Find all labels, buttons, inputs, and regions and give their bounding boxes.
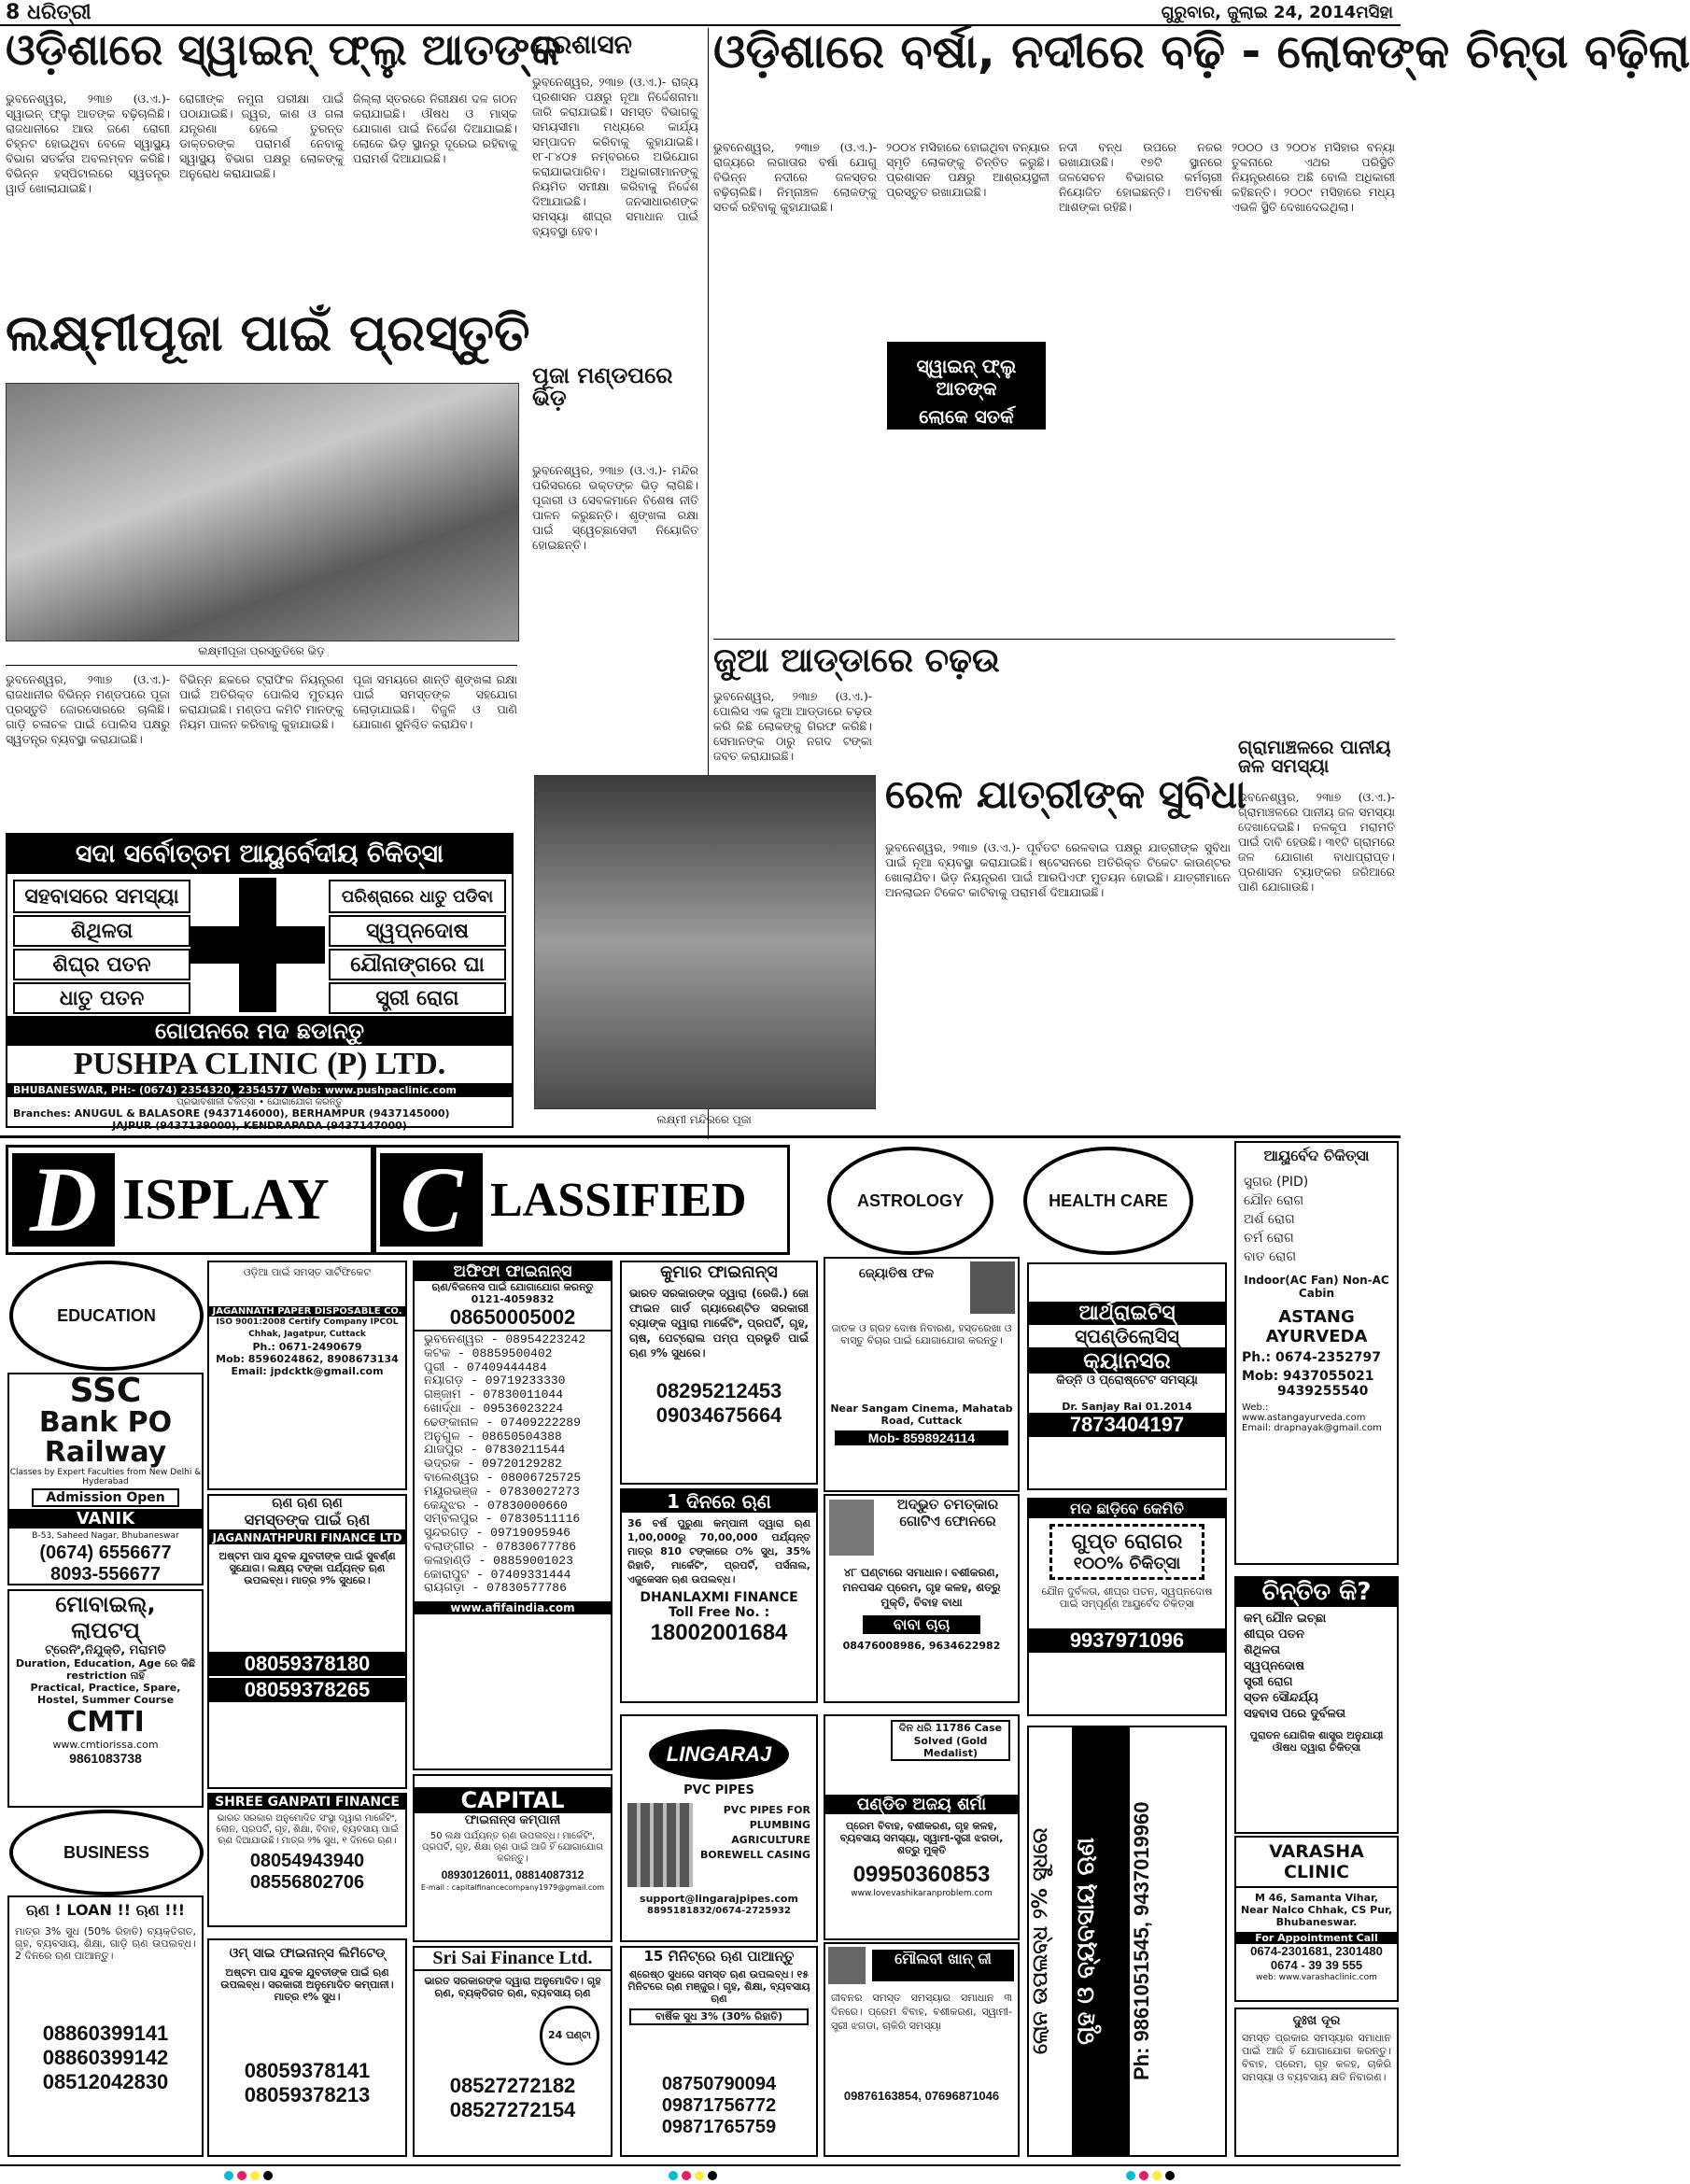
banner-c: C [380,1153,483,1247]
ssc-line-1: SSC [69,1372,142,1410]
varasha-phone: 0674-2301681, 2301480 [1250,1944,1383,1958]
ajay-badge: ଦିନ ଧରି 11786 Case Solved (Gold Medalist) [891,1720,1010,1761]
clinic-right-2: ସ୍ୱପ୍ନଦୋଷ [329,915,506,947]
kumar-phone-2: 09034675664 [655,1403,782,1427]
banner-display [6,1145,373,1255]
shree-title: SHREE GANPATI FINANCE [209,1795,405,1810]
yellow-mark-icon [695,2171,704,2180]
loan-phone-3: 08512042830 [42,2070,169,2093]
article4-col-1 [713,140,877,635]
chintita-title: ଚିନ୍ତିତ କି? [1236,1578,1397,1607]
banner-d: D [12,1153,115,1247]
cancer-title-2: ସ୍ପଣ୍ଡିଲୋସିସ୍ [1075,1325,1179,1347]
article1-headline: ଓଡ଼ିଶାରେ ସ୍ୱାଇନ୍ ଫ୍ଲୁ ଆତଙ୍କ [6,24,562,75]
afifa-finance-ad [413,1261,613,1770]
cyan-mark-icon [224,2171,233,2180]
temple-photo [534,775,876,1109]
srisai-phone-1: 08527272182 [449,2074,576,2097]
lingaraj-phone: 8895181832/0674-2725932 [647,1906,791,1916]
yellow-mark-icon [1152,2171,1162,2180]
clinic-note: ପ୍ରଭାବଶାଳୀ ଚିକିତ୍ସା • ଯୋଗାଯୋଗ କରନ୍ତୁ [176,1097,343,1107]
chintita-list [1236,1607,1397,1726]
jfl-title-2: ସମସ୍ତଙ୍କ ପାଇଁ ଋଣ [209,1511,405,1531]
mobile-title-1: ମୋବାଇଲ୍, [55,1591,156,1617]
om-sai-finance-ad [207,1938,407,2157]
article6-subheadline: ଗ୍ରାମାଞ୍ଚଳରେ ପାନୀୟ ଜଳ ସମସ୍ୟା [1238,736,1391,777]
vertical-line-2: ଗୃହ ଓ ବ୍ୟବସାୟ ଋଣ [1072,1727,1130,2155]
gupta-title-1: ମଦ ଛାଡ଼ିବେ କେମିତି [1029,1500,1225,1518]
afifa-footer: www.afifaindia.com [415,1601,611,1614]
cmti-web: www.cmtiorissa.com [52,1739,159,1751]
list-item: ଶିଥିଳତା [1244,1643,1281,1657]
clinic-contact: BHUBANESWAR, PH:- (0674) 2354320, 2354577 Web: www.pushpaclinic.com [7,1083,512,1097]
ssc-address: B-53, Saheed Nagar, Bhubaneswar [32,1531,179,1541]
cancer-title-3: କ୍ୟାନସର [1029,1347,1225,1374]
ajay-web: www.lovevashikaranproblem.com [851,1889,993,1898]
list-item: କେନ୍ଦୁଝର - 07830000660 [424,1498,568,1513]
phone-title: ଅଦ୍ଭୁତ ଚମତ୍କାର [896,1496,999,1513]
article3-subbody: ଭୁବନେଶ୍ୱର, ୨୩ା୭ (ଓ.ଏ.)- ମନ୍ଦିର ପରିସରରେ ଭକ୍ତଙ୍କ ଭିଡ଼ ଲାଗିଛି। ପୂଜାରୀ ଓ ସେବକମାନେ ବିଶେଷ ନୀତି ପାଳନ କରୁଛନ୍ତି। ଶୃଙ୍ଖଳା ରକ୍ଷା ପାଇଁ ସ୍ୱେଚ୍ଛାସେବୀ ନିୟୋଜିତ ହୋଇଛନ୍ତି। [532,463,698,552]
astang-phone-number: 0674-2352797 [1275,1350,1381,1365]
article2-caption: ଲକ୍ଷ୍ମୀପୂଜା ପ୍ରସ୍ତୁତିରେ ଭିଡ଼ [198,644,325,657]
clinic-left-1: ସହବାସରେ ସମସ୍ୟା [13,880,190,913]
clinic-branches-2: JAJPUR (9437139000), KENDRAPADA (9437147000) [112,1120,407,1132]
list-item: ଭଦ୍ରକ - 09720129282 [424,1457,562,1472]
astro-title: ଜ୍ୟୋତିଷ ଫଳ [858,1266,935,1281]
clinic-left-3: ଶିଘ୍ର ପତନ [13,949,190,980]
phone-body: ୪୮ ଘଣ୍ଟାରେ ସମାଧାନ। ବଶୀକରଣ, ମନପସନ୍ଦ ପ୍ରେମ, ଗୃହ କଳହ, ଶତ୍ରୁ ମୁକ୍ତି, ବିବାହ ବାଧା [842,1566,1001,1609]
clinic-right-3: ଯୌନାଙ୍ଗରେ ଘା [329,949,506,980]
banner-classified-text: LASSIFIED [490,1173,747,1227]
dhan-toll-label: Toll Free No. : [668,1605,770,1620]
cancer-ad [1027,1262,1227,1490]
mobile-training-ad [7,1589,204,1808]
clinic-left-4: ଧାତୁ ପତନ [13,982,190,1014]
varasha-name: VARASHA CLINIC [1236,1838,1397,1888]
black-mark-icon [263,2171,273,2180]
lingaraj-sub: PVC PIPES [683,1783,754,1797]
ssc-line-2: Bank PO [38,1406,173,1439]
dhan-toll-number: 18002001684 [650,1620,788,1645]
list-item: ଯାଜପୁର - 07830211544 [424,1443,566,1458]
article2-headline: ଲକ୍ଷ୍ମୀପୂଜା ପାଇଁ ପ୍ରସ୍ତୁତି [6,303,530,362]
jagannath-paper-ad [207,1261,407,1490]
cmti-brand: CMTI [66,1706,145,1739]
pipes-icon [627,1803,693,1887]
cross-icon [190,878,325,1012]
article3-subhead: ପୂଜା ମଣ୍ଡପରେ ଭିଡ଼ [532,362,673,411]
maulvi-phone-3: 09871765759 [661,2117,777,2137]
capital-title: CAPITAL [415,1787,611,1813]
banner-classified [373,1145,790,1255]
traffic-photo [6,383,519,641]
highlight-box-sub: ଲୋକେ ସତର୍କ [919,405,1014,428]
health-care-badge: HEALTH CARE [1023,1147,1193,1255]
phone-title-2: ଗୋଟିଏ ଫୋନରେ [899,1513,996,1529]
divider [6,665,517,666]
shree-phone-2: 08556802706 [249,1872,365,1893]
article4-headline: ଓଡ଼ିଶାରେ ବର୍ଷା, ନଦୀରେ ବଢ଼ି - ଲୋକଙ୍କ ଚିନ୍ତା ବଢ଼ିଲା [713,24,1690,78]
list-item: ପୁରୀ - 07409444484 [424,1360,547,1374]
ssc-admission: Admission Open [32,1488,179,1507]
jp-iso: ISO 9001:2008 Certify Company IPCOL Chhak, Jagatpur, Cuttack [216,1317,399,1339]
list-item: ସୁନ୍ଦରଗଡ଼ - 09719095946 [424,1526,570,1541]
clinic-branches: Branches: ANUGUL & BALASORE (9437146000), BERHAMPUR (9437145000) [13,1107,450,1120]
last-title: ଦୁଃଖ ଦୂର [1292,2013,1341,2028]
ssc-phone-2: 8093-556677 [50,1564,161,1585]
astang-indoor: Indoor(AC Fan) Non-AC Cabin [1244,1274,1389,1300]
article3-headline: ପ୍ରଶାସନ [532,29,632,60]
astrologer-photo [970,1261,1015,1314]
dhan-body: 36 ବର୍ଷ ପୁରୁଣା କମ୍ପାନୀ ଦ୍ୱାରା ଋଣ 1,00,000ରୁ 70,00,000 ପର୍ଯ୍ୟନ୍ତ ମାତ୍ର 810 ଟଙ୍କାରେ ୦% ସୁଧ, 35% ରିହାତି, ମାର୍କେଟିଂ, ପ୍ରପର୍ଟି, ପର୍ସନାଲ, ଏଜୁକେସନ ଋଣ ଉପଲବ୍ଧ। [627,1517,810,1585]
jfl-phone-1: 08059378180 [209,1652,405,1676]
lingaraj-pipes-ad [620,1714,818,1942]
maulvi-rate: ବାର୍ଷିକ ସୁଧ 3% (30% ରିହାତି) [629,2008,809,2025]
varasha-clinic-bottom [1234,1836,1399,2002]
om-phone-2: 08059378213 [244,2083,371,2107]
astang-item: ବାତ ରୋଗ [1244,1249,1297,1264]
highlight-box-title: ସ୍ୱାଇନ୍ ଫ୍ଲୁ ଆତଙ୍କ [916,355,1017,400]
article5-body: ଭୁବନେଶ୍ୱର, ୨୩ା୭ (ଓ.ଏ.)- ପୋଲିସ ଏକ ଜୁଆ ଆଡ୍ଡାରେ ଚଢ଼ଉ କରି କିଛି ଲୋକଙ୍କୁ ଗିରଫ କରିଛି। ସେମାନଙ୍କ ଠାରୁ ନଗଦ ଟଙ୍କା ଜବତ କରାଯାଇଛି। [713,689,872,763]
article6-body: ଭୁବନେଶ୍ୱର, ୨୩ା୭ (ଓ.ଏ.)- ପୂର୍ବତଟ ରେଳବାଇ ପକ୍ଷରୁ ଯାତ୍ରୀଙ୍କ ସୁବିଧା ପାଇଁ ନୂଆ ବ୍ୟବସ୍ଥା କରାଯାଇଛି। ଷ୍ଟେସନରେ ଅତିରିକ୍ତ ଟିକେଟ କାଉଣ୍ଟର ଖୋଲାଯିବ। ଭିଡ଼ ନିୟନ୍ତ୍ରଣ ପାଇଁ ଆରପିଏଫ ମୁତୟନ ହୋଇଛି। ଯାତ୍ରୀମାନେ ଅନଲାଇନ ଟିକେଟ କାଟିବାକୁ ପରାମର୍ଶ ଦିଆଯାଇଛି। [885,840,1231,899]
jfl-title: ଋଣ ଋଣ ଋଣ [272,1496,343,1511]
vertical-loan-ad [1027,1726,1227,2157]
shree-body: ଭାରତ ସରକାର ଅନୁମୋଦିତ ସଂସ୍ଥା ଦ୍ୱାରା ମାର୍କେଟିଂ, ଲୋନ, ପ୍ରପର୍ଟି, ଗୃହ, ଶିକ୍ଷା, ବିବାହ, ବ୍ୟବସାୟ ପାଇଁ ଋଣ ଦିଆଯାଉଛି। ମାତ୍ର ୨% ସୁଧ, ୧ ଦିନରେ ଋଣ। [216,1813,399,1846]
baba-photo [829,1500,874,1556]
phone-name: ବାବା ଚାଚା [863,1615,980,1634]
capital-phone: 08930126011, 08814087312 [441,1868,584,1881]
ssc-sub: Classes by Expert Faculties from New Delhi & Hyderabad [9,1468,202,1487]
astang-title: ଆୟୁର୍ବେଦ ଚିକିତ୍ସା [1263,1147,1370,1164]
astrology-badge: ASTROLOGY [827,1147,993,1255]
list-item: ଢେଙ୍କାନାଳ - 07409222289 [424,1415,581,1430]
shree-ganpati-ad [207,1793,407,1927]
black-mark-icon [708,2171,717,2180]
vanik-brand: VANIK [9,1509,202,1529]
list-item: ସ୍ତ୍ରୀ ରୋଗ [1244,1675,1293,1689]
capital-subtitle: ଫାଇନାନ୍ସ କମ୍ପାନୀ [464,1813,561,1827]
sri-sai-finance-ad [413,1946,613,2157]
phone-number: 08476008986, 9634622982 [842,1640,1001,1652]
jfl-body: ଅଷ୍ଟମ ପାସ ଯୁବକ ଯୁବତୀଙ୍କ ପାଇଁ ସୁବର୍ଣ୍ଣ ସୁଯୋଗ। ଲକ୍ଷ୍ୟ ଟଙ୍କା ପର୍ଯ୍ୟନ୍ତ ଋଣ ଉପଲବ୍ଧ। ମାତ୍ର ୨% ସୁଧରେ। [218,1550,396,1586]
ssc-line-3: Railway [44,1436,167,1469]
astang-mobile-1: 9437055021 [1283,1369,1374,1384]
article4-col-2: ୨୦୦୪ ମସିହାରେ ହୋଇଥିବା ବନ୍ୟାର ସ୍ମୃତି ଲୋକଙ୍କୁ ଚିନ୍ତିତ କରୁଛି। ପ୍ରଶାସନ ପକ୍ଷରୁ ଆଶ୍ରୟସ୍ଥଳୀ ପ୍ରସ୍ତୁତ ରଖାଯାଇଛି। [886,140,1049,199]
afifa-subtitle: ଋଣ/ବିଜନେସ ପାଇଁ ଯୋଗାଯୋଗ କରନ୍ତୁ 0121-4059832 [431,1281,594,1305]
phone-top [825,1496,1018,1559]
varasha-clinic-top [1234,1576,1399,1834]
education-badge: EDUCATION [9,1261,204,1371]
mobile-sub-2: Practical, Practice, Spare, Hostel, Summer Course [30,1682,181,1706]
mobile-sub: Duration, Education, Age ରେ କିଛି restriction ନାହିଁ [15,1657,196,1682]
cancer-title-4: କିଡ୍ନି ଓ ପ୍ରୋଷ୍ଟେଟ ସମସ୍ୟା [1056,1374,1198,1388]
article4-col-3: ନଦୀ ବନ୍ଧ ଉପରେ ନଜର ରଖାଯାଉଛି। ୧୭ଟି ସ୍ଥାନରେ ଜଳସେଚନ ବିଭାଗର କର୍ମଚାରୀ ନିୟୋଜିତ ହୋଇଛନ୍ତି। ଅତିବର୍ଷା ଆଶଙ୍କା ରହିଛି। [1059,140,1222,214]
list-item: ବାଲେଶ୍ୱର - 08006725725 [424,1470,582,1485]
list-item: ଭୁବନେଶ୍ୱର - 08954223242 [424,1332,586,1346]
cancer-title-1: ଆର୍ଥ୍ରାଇଟିସ୍ [1029,1302,1225,1325]
business-badge: BUSINESS [9,1810,204,1895]
astrology-ad [824,1257,1020,1492]
ssc-coaching-ad [7,1373,204,1585]
jp-intro: ଓଡ଼ିଆ ପାଇଁ ସମସ୍ତ ସାର୍ଟିଫିକେଟ [243,1266,372,1278]
magenta-mark-icon [237,2171,246,2180]
gupta-body: ଯୌନ ଦୁର୍ବଳତା, ଶୀଘ୍ର ପତନ, ସ୍ୱପ୍ନଦୋଷ ପାଇଁ ସମ୍ପୂର୍ଣ୍ଣ ଆୟୁର୍ବେଦ ଚିକିତ୍ସା [1041,1585,1213,1610]
astang-item-list [1236,1169,1397,1270]
maulvi2-title: ମୌଲବୀ ଖାନ୍ ଜୀ [872,1950,1014,1981]
ajay-phone: 09950360853 [852,1862,991,1887]
banner-display-text: ISPLAY [122,1167,330,1232]
list-item: ନୟାଗଡ଼ - 09719233330 [424,1374,566,1388]
clinic-title: ସଦା ସର୍ବୋତ୍ତମ ଆୟୁର୍ବେଦୀୟ ଚିକିତ୍ସା [7,835,512,874]
maulvi-title: 15 ମିନିଟ୍‌ରେ ଋଣ ପାଆନ୍ତୁ [643,1948,795,1965]
article2-body [6,672,517,827]
article5-caption: ଲକ୍ଷ୍ମୀ ମନ୍ଦିରରେ ପୂଜା [656,1113,752,1126]
clinic-right-4: ସ୍ତ୍ରୀ ରୋଗ [329,982,506,1014]
clinic-tagline: ଗୋପନରେ ମଦ ଛଡାନ୍ତୁ [7,1016,512,1046]
lingaraj-logo: LINGARAJ [649,1729,789,1780]
vertical-phone: Ph: 9861051545, 9437019960 [1130,1801,1153,2081]
article2-col-2: ବିଭିନ୍ନ ଛକରେ ଟ୍ରାଫିକ ନିୟନ୍ତ୍ରଣ ପାଇଁ ଅତିରିକ୍ତ ପୋଲିସ ମୁତୟନ କରାଯାଇଛି। ମଣ୍ଡପ କମିଟି ମାନଙ୍କୁ ନିୟମ ପାଳନ କରିବାକୁ କୁହାଯାଇଛି। [179,672,344,731]
article3-body: ଭୁବନେଶ୍ୱର, ୨୩ା୭ (ଓ.ଏ.)- ରାଜ୍ୟ ପ୍ରଶାସନ ପକ୍ଷରୁ ନୂଆ ନିର୍ଦ୍ଦେଶନାମା ଜାରି କରାଯାଇଛି। ସମସ୍ତ ବିଭାଗକୁ ସମୟସୀମା ମଧ୍ୟରେ କାର୍ଯ୍ୟ ସମ୍ପାଦନ କରିବାକୁ କୁହାଯାଇଛି। ୧୮-୮୪୦୫ ନମ୍ବରରେ ଅଭିଯୋଗ କରାଯାଇପାରିବ। ଅଧିକାରୀମାନଙ୍କୁ ନିୟମିତ ସମୀକ୍ଷା କରିବାକୁ ନିର୍ଦ୍ଦେଶ ଦିଆଯାଇଛି। ଜନସାଧାରଣଙ୍କ ସମସ୍ୟା ଶୀଘ୍ର ସମାଧାନ ପାଇଁ ବ୍ୟବସ୍ଥା ହେବ। [532,75,698,238]
page-header [0,0,1401,26]
article4-body [713,140,1395,635]
list-item: ଗଞ୍ଜାମ - 07830011044 [424,1388,564,1402]
om-body: ଅଷ୍ଟମ ପାସ ଯୁବକ ଯୁବତୀଙ୍କ ପାଇଁ ଋଣ ଉପଲବ୍ଧ। ସରକାରୀ ଅନୁମୋଦିତ କମ୍ପାନୀ। ମାତ୍ର ୧% ସୁଧ। [220,1966,394,2003]
astang-mobile-label: Mob: [1242,1369,1279,1384]
loan-phone-2: 08860399142 [42,2046,169,2069]
varasha-helpline: 0674 - 39 39 555 [1270,1958,1363,1972]
article1-col-3: ଜିଲ୍ଲା ସ୍ତରରେ ନିରୀକ୍ଷଣ ଦଳ ଗଠନ କରାଯାଇଛି। ଔଷଧ ଓ ମାସ୍କ ଯୋଗାଣ ପାଇଁ ନିର୍ଦ୍ଦେଶ ଦିଆଯାଇଛି। ଲୋକେ ଭିଡ଼ ସ୍ଥାନରୁ ଦୂରେଇ ରହିବାକୁ ପରାମର୍ଶ ଦିଆଯାଇଛି। [353,92,517,165]
jp-phone: Ph.: 0671-2490679 [252,1341,362,1353]
afifa-title: ଅଫିଫା ଫାଇନାନ୍ସ [415,1262,611,1281]
page-label: 8 ଧରିତ୍ରୀ [6,1,92,24]
jfl-name: JAGANNATHPURI FINANCE LTD [209,1531,405,1544]
vertical-line-1: ଲୋନ ଉପଲବ୍ଧ ୨% ସୁଧରେ [1029,1827,1052,2055]
maulvi-phone-2: 09871756772 [661,2095,777,2116]
list-item: ସମ୍ବଲପୁର - 07830511116 [424,1512,581,1527]
article4-highlight-box [887,342,1046,430]
list-item: ସ୍ତନ ସୌନ୍ଦର୍ଯ୍ୟ [1244,1691,1318,1705]
issue-date: ଗୁରୁବାର, ଜୁଲାଇ 24, 2014ମସିହା [1161,3,1393,22]
astang-mobile [1236,1369,1397,1384]
clinic-left-2: ଶିଥିଳତା [13,915,190,947]
list-item: କଳାହାଣ୍ଡି - 08859001023 [424,1553,573,1568]
article1-col-1: ଭୁବନେଶ୍ୱର, ୨୩ା୭ (ଓ.ଏ.)- ସ୍ୱାଇନ୍ ଫ୍ଲୁ ଆତଙ୍କ ବଢ଼ିଚାଲିଛି। ରାଜଧାନୀରେ ଆଉ ଜଣେ ରୋଗୀ ଚିହ୍ନଟ ହୋଇଥିବା ବେଳେ ସ୍ୱାସ୍ଥ୍ୟ ବିଭାଗ ସତର୍କତା ଅବଲମ୍ବନ କରିଛି। ବିଭିନ୍ନ ହସ୍ପିଟାଲରେ ସ୍ୱତନ୍ତ୍ର ୱାର୍ଡ ଖୋଲାଯାଇଛି। [6,92,170,195]
list-item: ଅନୁଗୁଳ - 08650504388 [424,1429,562,1444]
capital-finance-ad [413,1774,613,1942]
dhan-title: 1 ଦିନରେ ଋଣ [622,1490,816,1513]
gupta-starburst [1049,1524,1204,1580]
ajay-name: ପଣ୍ଡିତ ଅଜୟ ଶର୍ମା [825,1795,1018,1814]
loan-phone-1: 08860399141 [42,2022,169,2045]
maulvi-khan-ad [824,1942,1020,2157]
list-item: କୋରାପୁଟ - 07409331444 [424,1567,571,1582]
kumar-finance-ad [620,1261,818,1485]
astro-top [825,1259,1018,1317]
lingaraj-body [627,1803,810,1887]
ajay-sharma-ad [824,1714,1020,1940]
list-item: ବଲାଙ୍ଗୀର - 07830677786 [424,1539,577,1554]
dhanlaxmi-finance-ad [620,1488,818,1703]
footer-rule [0,2164,1401,2166]
list-item: ସହବାସ ପରେ ଦୁର୍ବଳତା [1244,1707,1346,1721]
gupta-title-2: ଗୁପ୍ତ ରୋଗର [1071,1530,1183,1554]
shree-phone-1: 08054943940 [249,1851,365,1871]
astro-mobile: Mob- 8598924114 [835,1430,1008,1445]
article1-col-2: ରୋଗୀଙ୍କ ନମୁନା ପରୀକ୍ଷା ପାଇଁ ପଠାଯାଇଛି। ଜ୍ୱର, କାଶ ଓ ଗଳା ଯନ୍ତ୍ରଣା ହେଲେ ତୁରନ୍ତ ଡାକ୍ତରଙ୍କ ପରାମର୍ଶ ନେବାକୁ ସ୍ୱାସ୍ଥ୍ୟ ବିଭାଗ ପକ୍ଷରୁ ଲୋକଙ୍କୁ ଅନୁରୋଧ କରାଯାଇଛି। [179,92,344,180]
om-title: ଓମ୍ ସାଇ ଫାଇନାନ୍ସ ଲିମିଟେଡ୍ [229,1946,386,1961]
article6-subbody: ଭୁବନେଶ୍ୱର, ୨୩ା୭ (ଓ.ଏ.)- ଗ୍ରାମାଞ୍ଚଳରେ ପାନୀୟ ଜଳ ସମସ୍ୟା ଦେଖାଦେଇଛି। ନଳକୂପ ମରାମତି ପାଇଁ ଦାବି ହେଉଛି। ୩୧ଟି ଗ୍ରାମରେ ଜଳ ଯୋଗାଣ ବାଧାପ୍ରାପ୍ତ। ପ୍ରଶାସନ ଟ୍ୟାଙ୍କର ଜରିଆରେ ପାଣି ଯୋଗାଉଛି। [1238,790,1395,894]
cyan-mark-icon [669,2171,678,2180]
varasha-web: web: www.varashaclinic.com [1256,1973,1377,1982]
astang-web: Web.: www.astangayurveda.com [1242,1402,1366,1423]
chintita-sub: ପୁରାତନ ଯୋଗିକ ଶାସ୍ତ୍ର ଅନୁଯାୟୀ ଔଷଧ ଦ୍ୱାରା ଚିକିତ୍ସା [1249,1729,1384,1754]
magenta-mark-icon [682,2171,691,2180]
misc-text-ad [1234,2008,1399,2157]
gupta-rog-ad [1027,1498,1227,1716]
astang-phone [1236,1346,1397,1369]
gupta-title-3: ୧୦୦% ଚିକିତ୍ସା [1073,1554,1181,1573]
gupta-phone: 9937971096 [1029,1628,1225,1653]
clinic-grid [7,874,512,1016]
maulvi-top [825,1944,1018,1987]
astang-item: ଅର୍ଶ ରୋଗ [1244,1212,1295,1227]
astang-ayurveda-ad [1234,1141,1399,1565]
list-item: ମୟୂରଭଞ୍ଜ - 07830027273 [424,1484,580,1499]
list-item: ଖୋର୍ଦ୍ଧା - 09536023224 [424,1401,564,1416]
article4-col-1-text: ଭୁବନେଶ୍ୱର, ୨୩ା୭ (ଓ.ଏ.)- ରାଜ୍ୟରେ ଲଗାତାର ବର୍ଷା ଯୋଗୁ ବିଭିନ୍ନ ନଦୀରେ ଜଳସ୍ତର ବଢ଼ିଚାଲିଛି। ନିମ୍ନାଞ୍ଚଳ ଲୋକଙ୍କୁ ସତର୍କ ରହିବାକୁ କୁହାଯାଇଛି। [713,140,877,214]
yellow-mark-icon [250,2171,260,2180]
capital-body: 50 ଲକ୍ଷ ପର୍ଯ୍ୟନ୍ତ ଋଣ ଉପଲବ୍ଧ। ମାର୍କେଟିଂ, ପ୍ରପର୍ଟି, ଗୃହ, ଶିକ୍ଷା ଋଣ ପାଇଁ ଆଜି ହିଁ ଯୋଗାଯୋଗ କରନ୍ତୁ। [422,1831,603,1864]
registration-marks [0,2168,1401,2184]
kumar-phone-1: 08295212453 [655,1379,782,1402]
srisai-24h-badge: 24 ଘଣ୍ଟା [540,2006,599,2065]
phone-headings [878,1496,1018,1559]
divider [713,639,1395,640]
article2-col-3: ପୂଜା ସମୟରେ ଶାନ୍ତି ଶୃଙ୍ଖଳା ରକ୍ଷା ପାଇଁ ସମସ୍ତଙ୍କ ସହଯୋଗ ଲୋଡ଼ାଯାଇଛି। ବିଜୁଳି ଓ ପାଣି ଯୋଗାଣ ସୁନିଶ୍ଚିତ କରାଯିବ। [353,672,517,731]
astang-mobile-2: 9439255540 [1277,1384,1369,1399]
article2-col-1: ଭୁବନେଶ୍ୱର, ୨୩ା୭ (ଓ.ଏ.)- ରାଜଧାନୀର ବିଭିନ୍ନ ମଣ୍ଡପରେ ପୂଜା ପ୍ରସ୍ତୁତି ଜୋରସୋରରେ ଚାଲିଛି। ଗାଡ଼ି ଚଳାଚଳ ପାଇଁ ପୋଲିସ ପକ୍ଷରୁ ସ୍ୱତନ୍ତ୍ର ବ୍ୟବସ୍ଥା କରାଯାଇଛି। [6,672,170,746]
black-mark-icon [1165,2171,1175,2180]
ssc-phone-1: (0674) 6556677 [39,1543,172,1563]
magenta-mark-icon [1139,2171,1148,2180]
dhan-name: DHANLAXMI FINANCE [640,1590,798,1605]
list-item: ଶୀଘ୍ର ପତନ [1244,1627,1304,1642]
article4-col-4: ୨୦୦୦ ଓ ୨୦୦୪ ମସିହାର ବନ୍ୟା ତୁଳନାରେ ଏଥର ପରିସ୍ଥିତି ନିୟନ୍ତ୍ରଣରେ ଅଛି ବୋଲି ଅଧିକାରୀ କହିଛନ୍ତି। ୨୦୦୯ ମସିହାରେ ମଧ୍ୟ ଏଭଳି ସ୍ଥିତି ଦେଖାଦେଇଥିଲା। [1232,140,1395,214]
list-item: କଟକ - 08859500402 [424,1346,553,1360]
article5-headline: ଜୁଆ ଆଡ୍ଡାରେ ଚଢ଼ଉ [713,641,1001,680]
finance-city-list [415,1332,611,1598]
lingaraj-uses: PVC PIPES FOR PLUMBING AGRICULTURE BOREWELL CASING [699,1804,810,1861]
astang-item: ସୁଗର (PID) [1244,1175,1309,1190]
quick-loan-ad [620,1946,818,2157]
astro-body: ଜାତକ ଓ ଗ୍ରହ ଦୋଷ ନିବାରଣ, ହସ୍ତରେଖା ଓ ବାସ୍ତୁ ବିଚାର ପାଇଁ ଯୋଗାଯୋଗ କରନ୍ତୁ। [831,1322,1012,1346]
kumar-body: ଭାରତ ସରକାରଙ୍କ ଦ୍ୱାରା (ରେଜି.) ଜୋ ଫାଇନ ଗାର୍ଡ ଗ୍ୟାରେଣ୍ଟିଡ ସରକାରୀ ବ୍ୟାଙ୍କ ଦ୍ୱାରା ମାର୍କେଟିଂ, ପ୍ରପର୍ଟି, ଗୃହ, ଚାଷ, ପେଟ୍ରୋଲ ପମ୍ପ ପ୍ରଭୃତି ପାଇଁ ଋଣ ୨% ସୁଧରେ। [629,1287,809,1360]
list-item: ରାୟଗଡ଼ା - 07830577786 [424,1581,567,1596]
maulvi2-phone: 09876163854, 07696871046 [843,2089,1000,2103]
jp-mobile: Mob: 8596024862, 8908673134 [216,1353,399,1365]
maulvi-phone-1: 08750790094 [661,2074,777,2094]
section-rule [0,1135,1401,1138]
list-item: କମ୍ ଯୌନ ଇଚ୍ଛା [1244,1612,1327,1626]
jagannathpuri-finance-ad [207,1494,407,1789]
mobile-title-3: ଟ୍ରେନିଂ,ନିଯୁକ୍ତି, ମରାମତି [45,1643,166,1657]
varasha-appt: For Appointment Call [1236,1932,1397,1944]
loan-body: ମାତ୍ର 3% ସୁଧ (50% ରିହାତି) ବ୍ୟକ୍ତିଗତ, ଗୃହ, ବ୍ୟବସାୟ, ଶିକ୍ଷା, ଗାଡ଼ି ଋଣ ଉପଲବ୍ଧ। 2 ଦିନରେ ଋଣ ପାଆନ୍ତୁ। [15,1925,196,1962]
mobile-title-2: ଲାପଟପ୍ [71,1617,140,1643]
cancer-doctor: Dr. Sanjay Rai 01.2014 [1062,1401,1192,1413]
maulvi-photo [828,1947,866,1984]
astang-name: ASTANG AYURVEDA [1265,1307,1368,1346]
astang-phone-label: Ph.: [1242,1350,1272,1365]
jfl-phone-2: 08059378265 [209,1678,405,1702]
astang-item: ଚର୍ମ ରୋଗ [1244,1231,1294,1246]
list-item: ସ୍ୱପ୍ନଦୋଷ [1244,1659,1304,1673]
article6-headline: ରେଳ ଯାତ୍ରୀଙ୍କ ସୁବିଧା [885,771,1246,817]
afifa-main-phone: 08650005002 [415,1305,611,1332]
cmti-phone: 9861083738 [69,1751,142,1766]
astro-address: Near Sangam Cinema, Mahatab Road, Cuttack [830,1402,1013,1427]
maulvi2-body: ଜୀବନର ସମସ୍ତ ସମସ୍ୟାର ସମାଧାନ ୩ ଦିନରେ। ପ୍ରେମ ବିବାହ, ବଶୀକରଣ, ସ୍ୱାମୀ-ସ୍ତ୍ରୀ ଝଗଡା, ଚାକିରି ସମସ୍ୟା [831,1992,1012,2032]
last-body: ସମସ୍ତ ପ୍ରକାର ସମସ୍ୟାର ସମାଧାନ ପାଇଁ ଆଜି ହିଁ ଯୋଗାଯୋଗ କରନ୍ତୁ। ବିବାହ, ପ୍ରେମ, ଗୃହ କଳହ, ଚାକିରି ସମସ୍ୟା ଓ ବ୍ୟବସାୟ କ୍ଷତି ନିବାରଣ। [1242,2032,1391,2083]
clinic-name: PUSHPA CLINIC (P) LTD. [73,1047,446,1081]
om-phone-1: 08059378141 [244,2059,371,2082]
srisai-title: Sri Sai Finance Ltd. [415,1948,611,1971]
srisai-body: ଭାରତ ସରକାରଙ୍କ ଦ୍ୱାରା ଅନୁମୋଦିତ। ଗୃହ ଋଣ, ବ୍ୟକ୍ତିଗତ ଋଣ, ବ୍ୟବସାୟ ଋଣ [424,1975,601,1999]
jp-email: Email: jpdcktk@gmail.com [231,1365,384,1377]
jp-name: JAGANNATH PAPER DISPOSABLE CO. [209,1306,405,1317]
pushpa-clinic-ad [6,833,514,1132]
kumar-title: କୁମାର ଫାଇନାନ୍ସ [660,1262,778,1282]
cyan-mark-icon [1126,2171,1135,2180]
maulvi-body: ଶ୍ରେଷ୍ଠ ସୁଧରେ ସମସ୍ତ ଋଣ ଉପଲବ୍ଧ। ୧୫ ମିନିଟରେ ଋଣ ମଞ୍ଜୁର। ଗୃହ, ଶିକ୍ଷା, ବ୍ୟବସାୟ ଋଣ [627,1968,810,2005]
clinic-right-1: ପରିଶ୍ରାରେ ଧାତୁ ପଡିବା [329,880,506,913]
srisai-phone-2: 08527272154 [449,2098,576,2121]
phone-magic-ad [824,1494,1020,1703]
ajay-body: ପ୍ରେମ ବିବାହ, ବଶୀକରଣ, ଗୃହ କଳହ, ବ୍ୟବସାୟ ସମସ୍ୟା, ସ୍ୱାମୀ-ସ୍ତ୍ରୀ ଝଗଡା, ଶତ୍ରୁ ମୁକ୍ତି [839,1820,1004,1856]
article1-body [6,92,517,304]
lingaraj-email: support@lingarajpipes.com [640,1893,798,1905]
astang-item: ଯୌନ ରୋଗ [1244,1193,1304,1208]
varasha-address: M 46, Samanta Vihar, Near Nalco Chhak, CS Pur, Bhubaneswar. [1240,1892,1393,1928]
cancer-phone: 7873404197 [1029,1413,1225,1437]
loan-ad [7,1895,204,2157]
capital-email: E-mail : capitalfinancecompany1979@gmail.com [420,1883,605,1892]
loan-title: ଋଣ ! LOAN !! ଋଣ !!! [25,1901,186,1919]
astang-email: Email: drapnayak@gmail.com [1242,1423,1382,1433]
